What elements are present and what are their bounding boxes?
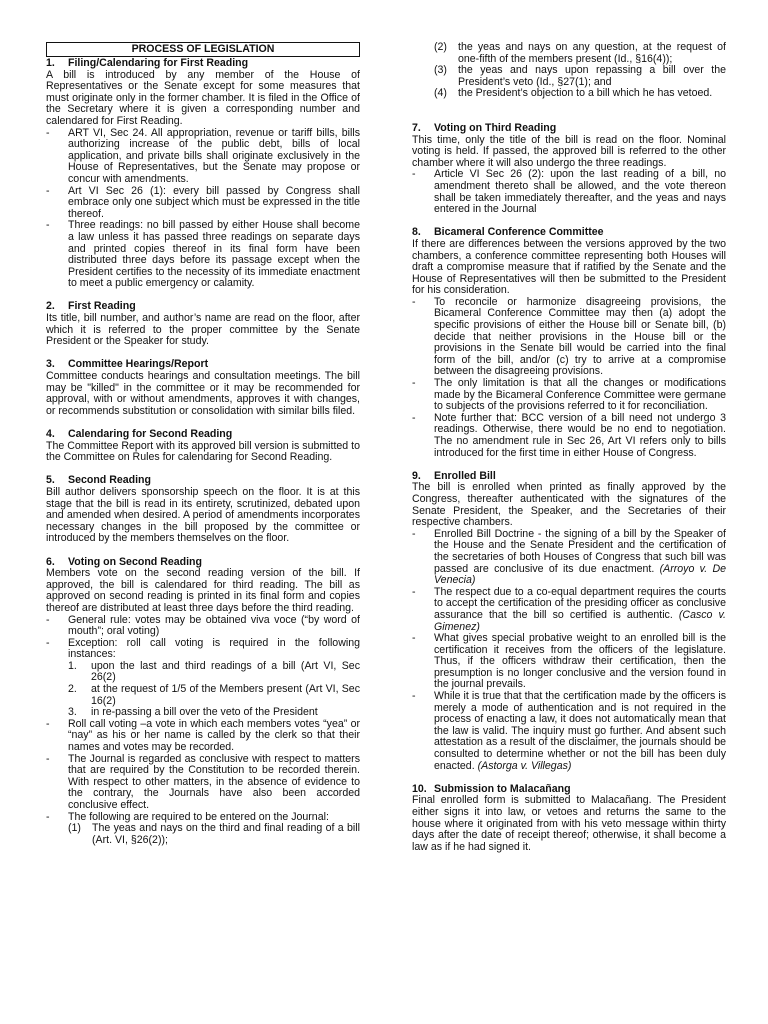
case-citation: (Arroyo v. De Venecia) bbox=[434, 562, 726, 587]
section-filing bbox=[46, 58, 360, 290]
numbered-item: (4) the President’s objection to a bill which he has vetoed. bbox=[434, 87, 713, 100]
section-heading: 1. Filing/Calendaring for First Reading bbox=[46, 57, 249, 69]
bullet-list bbox=[46, 128, 360, 290]
section-calendaring-second bbox=[46, 429, 360, 464]
section-heading: 9. Enrolled Bill bbox=[412, 469, 496, 482]
list-item: - Three readings: no bill passed by either House shall become a law unless it has passed three readings on separate days and printed copies thereof in its final form have been distributed three days before its passage except when the President certifies to the necessity of its immediate enactment to meet a public emergency or calamity. bbox=[46, 220, 360, 290]
section-body: If there are differences between the versions approved by the two chambers, a conference committee representing both Houses will draft a compromise measure that if ratified by the Senate and the House of Representatives will then be submitted to the President for his consideration. bbox=[412, 237, 726, 297]
document-page bbox=[46, 42, 726, 1012]
list-item: - General rule: votes may be obtained viva voce (“by word of mouth”; oral voting) bbox=[46, 615, 360, 638]
list-item: - Enrolled Bill Doctrine - the signing of a bill by the Speaker of the House and the Senate President and the certification of the secretaries of both Houses of Congress that such bill was passed are conclusive of its due enactment. (Arroyo v. De Venecia) bbox=[412, 529, 726, 587]
list-item: - Roll call voting –a vote in which each members votes “yea” or “nay” as his or her name is called by the clerk so that their names and votes may be recorded. bbox=[46, 719, 360, 754]
numbered-list bbox=[68, 823, 360, 846]
list-item: - The only limitation is that all the changes or modifications made by the Bicameral Conference Committee were germane to subjects of the provisions referred to it for reconciliation. bbox=[412, 378, 726, 413]
section-body: The Committee Report with its approved bill version is submitted to the Committee on Rules for calendaring for Second Reading. bbox=[46, 439, 360, 464]
section-body: The bill is enrolled when printed as finally approved by the Congress, thereafter authenticated with the signatures of the Senate President, the Speaker, and the Secretaries of their respective chambers. bbox=[412, 481, 726, 529]
bullet-list bbox=[412, 169, 726, 215]
section-body: This time, only the title of the bill is read on the floor. Nominal voting is held. If passed, the approved bill is referred to the other chamber where it will also undergo the three readings. bbox=[412, 133, 726, 169]
numbered-item: 3. in re-passing a bill over the veto of the President bbox=[68, 706, 318, 719]
section-enrolled-bill bbox=[412, 471, 726, 772]
section-heading: 4. Calendaring for Second Reading bbox=[46, 428, 233, 440]
list-item: - The following are required to be entered on the Journal: (1) The yeas and nays on the third and final reading of a bill (Art. VI, §26(2)); bbox=[46, 812, 360, 847]
numbered-item: (2) the yeas and nays on any question, at the request of one-fifth of the members present (Id., §16(4)); bbox=[434, 41, 726, 65]
section-heading: 3. Committee Hearings/Report bbox=[46, 358, 209, 371]
case-citation: (Casco v. Gimenez) bbox=[434, 608, 726, 633]
numbered-item: 1. upon the last and third readings of a bill (Art VI, Sec 26(2) bbox=[68, 659, 360, 684]
case-citation: (Astorga v. Villegas) bbox=[477, 759, 572, 772]
section-body: Members vote on the second reading version of the bill. If approved, the bill is calendared for third reading. The bill as approved on second reading is printed in its final form and copies thereof are distributed at least three days before the third reading. bbox=[46, 567, 360, 614]
list-item: - Article VI Sec 26 (2): upon the last reading of a bill, no amendment thereto shall be allowed, and the vote thereon shall be taken immediately thereafter, and the yeas and nays entered in the Journal bbox=[412, 169, 726, 215]
left-column bbox=[46, 42, 360, 1012]
section-submission bbox=[412, 784, 726, 854]
document-title: PROCESS OF LEGISLATION bbox=[46, 42, 360, 57]
list-item: - What gives special probative weight to an enrolled bill is the certification it receives from the officers of the legislature. Thus, if the officers withdraw their certification, then the presumption is no longer conclusive and the version found in the journal prevails. bbox=[412, 633, 726, 691]
section-heading: 7. Voting on Third Reading bbox=[412, 121, 557, 134]
section-first-reading bbox=[46, 301, 360, 347]
journal-list-continued bbox=[412, 42, 726, 100]
section-heading: 10. Submission to Malacañang bbox=[412, 782, 571, 795]
section-heading: 5. Second Reading bbox=[46, 474, 151, 487]
section-heading: 2. First Reading bbox=[46, 300, 136, 313]
list-item: - Art VI Sec 26 (1): every bill passed by Congress shall embrace only one subject which must be expressed in the title thereof. bbox=[46, 186, 360, 221]
list-item: - To reconcile or harmonize disagreeing provisions, the Bicameral Conference Committee may then (a) adopt the specific provisions of either the House bill or Senate bill, (b) decide that neither provisions in the House bill or the provisions in the Senate bill would be carried into the final form of the bill, and/or (c) try to arrive at a compromise between the disagreeing provisions. bbox=[412, 297, 726, 378]
list-item: - The Journal is regarded as conclusive with respect to matters that are required by the Constitution to be recorded therein. With respect to other matters, in the absence of evidence to the contrary, the Journals have also been accorded conclusive effect. bbox=[46, 754, 360, 812]
list-item: - While it is true that that the certification made by the officers is merely a mode of authentication and is not required in the process of enacting a law, it does not automatically mean that the law is valid. The inquiry must go further. And absent such attestation as a result of the disclaimer, the journals should be consulted to determine whether or not the bill has been duly enacted. (Astorga v. Villegas) bbox=[412, 691, 726, 772]
numbered-list bbox=[412, 42, 726, 100]
section-body: Final enrolled form is submitted to Malacañang. The President either signs it into law, or vetoes and returns the same to the house where it originated from with his veto message within thirty days after the date of receipt thereof; otherwise, it shall become a law as if he had signed it. bbox=[412, 794, 726, 853]
numbered-list bbox=[68, 661, 360, 719]
section-body: Committee conducts hearings and consultation meetings. The bill may be "killed" in the committee or it may be recommended for approval, with or without amendments, approves it with changes, or recommends substitution or consolidation with similar bills filed. bbox=[46, 370, 360, 417]
bullet-list bbox=[412, 529, 726, 772]
section-voting-second bbox=[46, 557, 360, 847]
section-body: A bill is introduced by any member of the House of Representatives or the Senate except for some measures that must originate only in the former chamber. It is filed in the Office of the Secretary where it is given a corresponding number and calendared for First Reading. bbox=[46, 68, 360, 127]
section-body: Its title, bill number, and author’s name are read on the floor, after which it is referred to the proper committee by the Senate President or the Speaker for study. bbox=[46, 312, 360, 348]
list-item: - ART VI, Sec 24. All appropriation, revenue or tariff bills, bills authorizing increase of the public debt, bills of local application, and private bills shall originate exclusively in the House of Representatives, but the Senate may propose or concur with amendments. bbox=[46, 128, 360, 186]
section-bicameral bbox=[412, 227, 726, 459]
section-committee-hearings bbox=[46, 359, 360, 417]
section-voting-third bbox=[412, 123, 726, 216]
section-body: Bill author delivers sponsorship speech on the floor. It is at this stage that the bill is read in its entirety, scrutinized, debated upon and amended when desired. A period of amendments incorporates necessary changes in the bill proposed by the committee or introduced by the members themselves on the floor. bbox=[46, 485, 360, 545]
list-item: - The respect due to a co-equal department requires the courts to accept the certification of the presiding officer as conclusive assurance that the bill so certified is authentic. (Casco v. Gimenez) bbox=[412, 587, 726, 633]
numbered-item: 2. at the request of 1/5 of the Members present (Art VI, Sec 16(2) bbox=[68, 683, 360, 707]
list-item: - Note further that: BCC version of a bill need not undergo 3 readings. Otherwise, there would be no end to negotiation. The no amendment rule in Sec 26, Art VI refers only to bills introduced for the first time in either House of Congress. bbox=[412, 413, 726, 459]
section-heading: 8. Bicameral Conference Committee bbox=[412, 226, 604, 239]
section-second-reading bbox=[46, 475, 360, 545]
bullet-list bbox=[46, 615, 360, 847]
bullet-list bbox=[412, 297, 726, 459]
section-heading: 6. Voting on Second Reading bbox=[46, 555, 202, 568]
numbered-item: (3) the yeas and nays upon repassing a bill over the President’s veto (Id., §27(1); and bbox=[434, 64, 726, 88]
right-column bbox=[412, 42, 726, 1012]
numbered-item: (1) The yeas and nays on the third and final reading of a bill (Art. VI, §26(2)); bbox=[68, 822, 360, 846]
list-item: - Exception: roll call voting is required in the following instances: 1. upon the last and third readings of a bill (Art VI, Sec 26(2) 2. at the request of 1/5 of the Members present (Art VI, Sec 16(2) 3. in re-passing a bill over the veto of the President bbox=[46, 638, 360, 719]
